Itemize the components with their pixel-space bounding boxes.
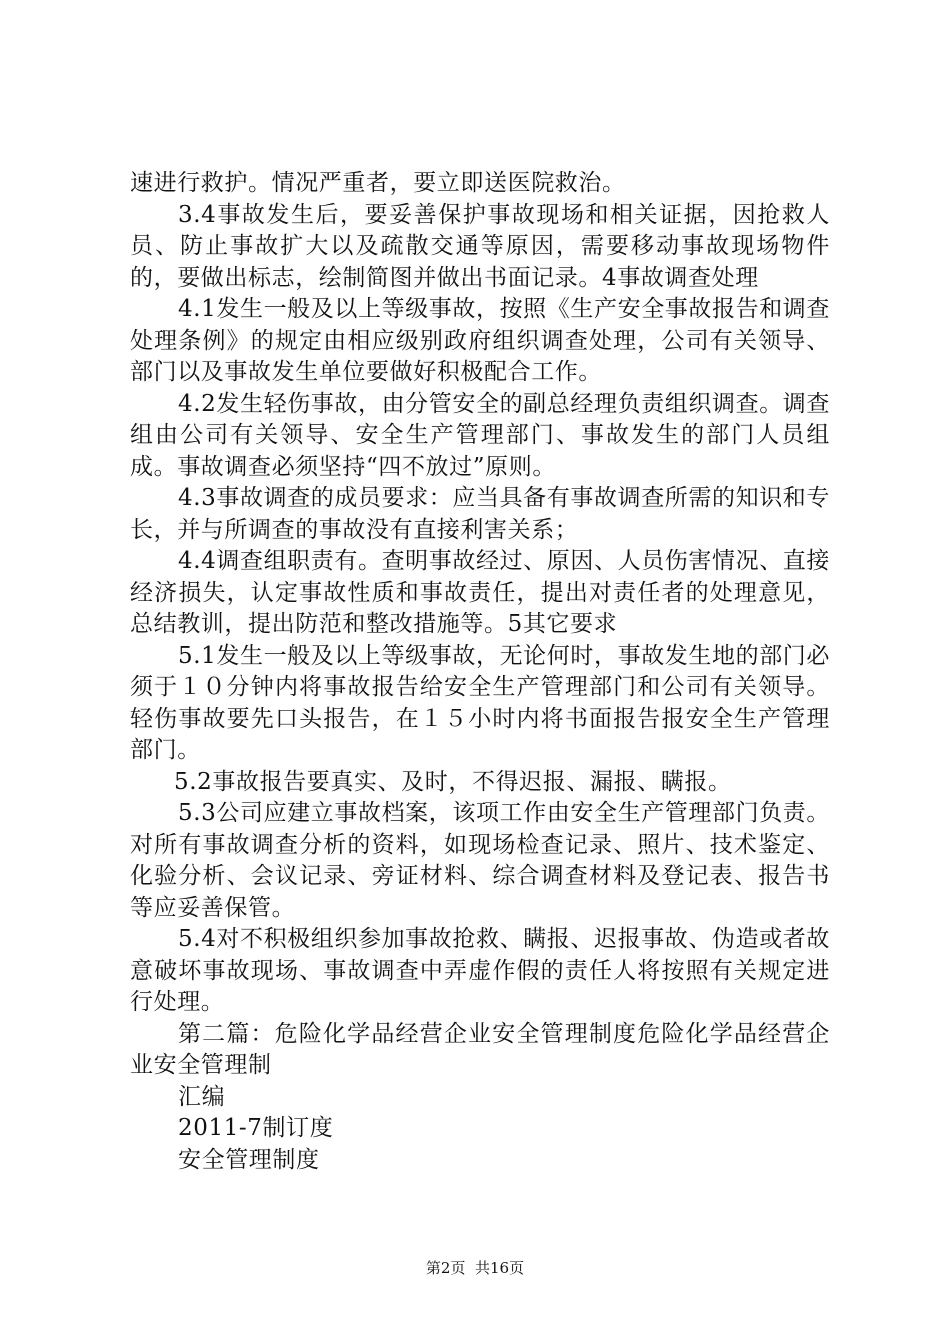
paragraph: 安全管理制度 bbox=[178, 1146, 320, 1173]
paragraph: 5.4对不积极组织参加事故抢救、瞒报、迟报事故、伪造或者故意破坏事故现场、事故调查中弄虚作假的责任人将按照有关规定进行处理。 bbox=[130, 926, 830, 1015]
paragraph: 汇编 bbox=[178, 1083, 226, 1110]
document-body bbox=[130, 168, 830, 1176]
paragraph: 4.4调查组职责有。查明事故经过、原因、人员伤害情况、直接经济损失，认定事故性质和事故责任，提出对责任者的处理意见，总结教训，提出防范和整改措施等。5其它要求 bbox=[130, 548, 830, 637]
page-footer bbox=[0, 1258, 950, 1278]
page-number: 第2页 共16页 bbox=[425, 1259, 525, 1277]
paragraph: 4.2发生轻伤事故，由分管安全的副总经理负责组织调查。调查组由公司有关领导、安全生产管理部门、事故发生的部门人员组成。事故调查必须坚持“四不放过”原则。 bbox=[130, 390, 830, 480]
paragraph: 5.2事故报告要真实、及时，不得迟报、漏报、瞒报。 bbox=[174, 768, 732, 795]
paragraph: 4.1发生一般及以上等级事故，按照《生产安全事故报告和调查处理条例》的规定由相应级别政府组织调查处理，公司有关领导、部门以及事故发生单位要做好积极配合工作。 bbox=[130, 296, 830, 385]
paragraph: 5.3公司应建立事故档案，该项工作由安全生产管理部门负责。对所有事故调查分析的资料，如现场检查记录、照片、技术鉴定、化验分析、会议记录、旁证材料、综合调查材料及登记表、报告书等应妥善保管。 bbox=[130, 800, 830, 921]
paragraph: 5.1发生一般及以上等级事故，无论何时，事故发生地的部门必须于１０分钟内将事故报告给安全生产管理部门和公司有关领导。轻伤事故要先口头报告，在１５小时内将书面报告报安全生产管理部门。 bbox=[130, 642, 830, 763]
paragraph: 2011-7制订度 bbox=[178, 1115, 334, 1141]
paragraph: 速进行救护。情况严重者，要立即送医院救治。 bbox=[130, 170, 626, 196]
paragraph: 3.4事故发生后，要妥善保护事故现场和相关证据，因抢救人员、防止事故扩大以及疏散交通等原因，需要移动事故现场物件的，要做出标志，绘制简图并做出书面记录。4事故调查处理 bbox=[130, 201, 830, 291]
paragraph: 4.3事故调查的成员要求：应当具备有事故调查所需的知识和专长，并与所调查的事故没有直接利害关系； bbox=[130, 485, 830, 543]
section-heading: 第二篇：危险化学品经营企业安全管理制度危险化学品经营企业安全管理制 bbox=[130, 1020, 830, 1078]
